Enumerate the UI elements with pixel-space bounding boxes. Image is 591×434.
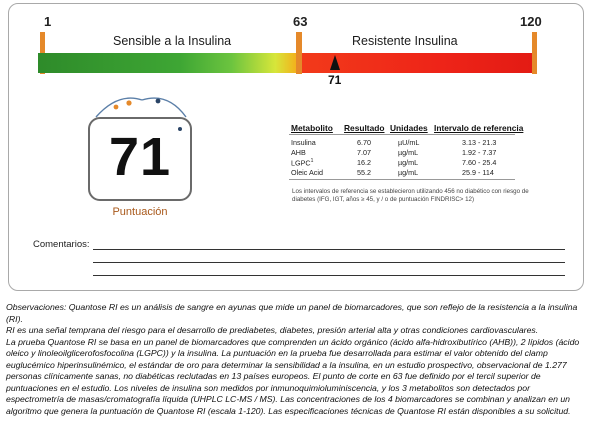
table-header-result: Resultado bbox=[344, 123, 385, 133]
table-cell-result: 7.07 bbox=[357, 148, 371, 157]
score-marker-value: 71 bbox=[328, 73, 342, 87]
score-value: 71 bbox=[108, 127, 172, 187]
table-cell-unit: µg/mL bbox=[398, 168, 419, 177]
table-cell-name: AHB bbox=[291, 148, 306, 157]
observations-paragraph: La prueba Quantose RI se basa en un panel de biomarcadores que comprenden un ácido orgánico (ácido alfa-hidroxibutírico (AHB)), 2 lípidos (ácido oleico y linoleoilglicerofosfocolina (LGPC)) y la insulina. La puntuación en la prueba fue desarrollada para estimar el valor obtenido del clamp euglucémico hiperinsulinémico, el estándar de oro para determinar la sensibilidad a la insulina, en un estudio prospectivo, observacional de 1.277 personas clínicamente sanas, no diabéticas reclutadas en 13 países europeos. El punto de corte en 63 fue definido por el tercil superior de puntuaciones en el estudio. Los niveles de insulina son medidos por inmunoquimioluminiscencia, y los 3 metabolitos son detectados por espectrometría de masas/cromatografía líquida (UHPLC LC-MS / MS). Las concentraciones de los 4 biomarcadores se combinan y analizan en un algoritmo que genera la puntuación de Quantose RI (escala 1-120). Las especificaciones técnicas de Quantose RI están disponibles a su solicitud. bbox=[6, 336, 580, 416]
comments-line[interactable] bbox=[93, 249, 565, 250]
table-cell-name: Insulina bbox=[291, 138, 316, 147]
observations-text bbox=[6, 302, 588, 417]
comments-label: Comentarios: bbox=[33, 239, 90, 250]
score-box bbox=[88, 117, 192, 201]
table-header-divider bbox=[289, 134, 515, 135]
table-cell-result: 6.70 bbox=[357, 138, 371, 147]
table-cell-range: 1.92 - 7.37 bbox=[462, 148, 497, 157]
comments-line[interactable] bbox=[93, 275, 565, 276]
scale-cutoff: 63 bbox=[293, 14, 308, 29]
observations-paragraph: Observaciones: Quantose RI es un análisis de sangre en ayunas que mide un panel de biomarcadores, que son reflejo de la resistencia a la insulina (RI). bbox=[6, 302, 578, 324]
table-cell-unit: µU/mL bbox=[398, 138, 420, 147]
table-header-range: Intervalo de referencia bbox=[434, 123, 524, 133]
table-cell-unit: µg/mL bbox=[398, 148, 419, 157]
resistant-label: Resistente Insulina bbox=[352, 34, 458, 48]
table-cell-unit: µg/mL bbox=[398, 158, 419, 167]
table-cell-range: 7.60 - 25.4 bbox=[462, 158, 497, 167]
table-cell-range: 3.13 - 21.3 bbox=[462, 138, 497, 147]
score-dot bbox=[178, 127, 182, 131]
scale-min: 1 bbox=[44, 14, 52, 29]
score-label: Puntuación bbox=[112, 206, 168, 218]
observations-paragraph: RI es una señal temprana del riesgo para el desarrollo de prediabetes, diabetes, presión arterial alta y otras condiciones cardiovasculares. bbox=[6, 325, 539, 335]
reference-note: Los intervalos de referencia se establecieron utilizando 456 no diabético con riesgo de diabetes (IFG, IGT, años ≥ 45, y / o de puntuación FINDRISC> 12) bbox=[292, 188, 529, 204]
table-cell-name: LGPC$^1$ bbox=[291, 158, 314, 168]
table-cell-name: Oleic Acid bbox=[291, 168, 323, 177]
table-cell-result: 55.2 bbox=[357, 168, 371, 177]
sensitive-label: Sensible a la Insulina bbox=[113, 34, 232, 48]
table-cell-result: 16.2 bbox=[357, 158, 371, 167]
scale-max: 120 bbox=[520, 14, 542, 29]
table-header-units: Unidades bbox=[390, 123, 428, 133]
comments-line[interactable] bbox=[93, 262, 565, 263]
table-bottom-divider bbox=[289, 179, 515, 180]
table-header-metabolite: Metabolito bbox=[291, 123, 333, 133]
table-cell-range: 25.9 - 114 bbox=[462, 168, 494, 177]
